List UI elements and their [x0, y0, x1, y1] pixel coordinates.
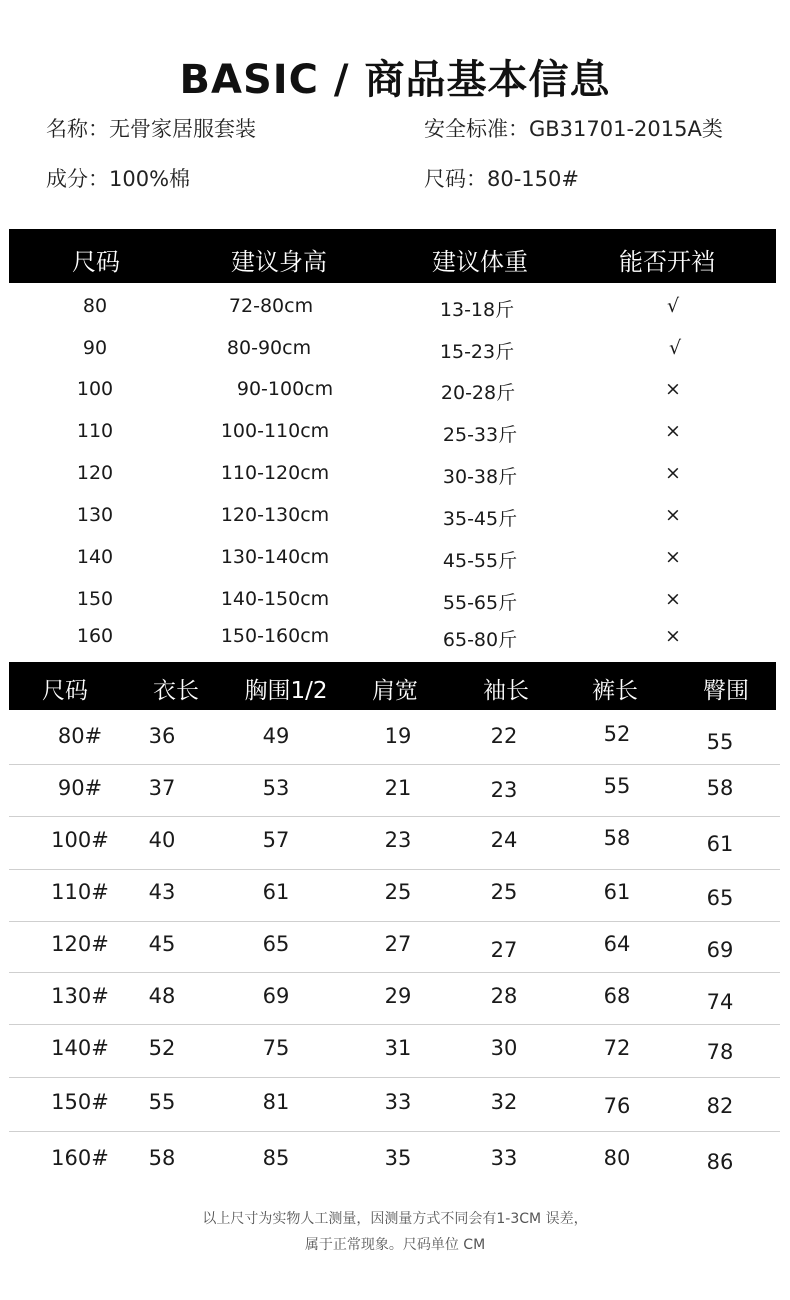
size-guide-row: [0, 462, 790, 492]
measurements-cell: 82: [706, 1094, 734, 1118]
measurements-cell: 49: [262, 724, 290, 748]
size-guide-row: [0, 420, 790, 450]
measurements-cell: 140#: [51, 1036, 109, 1060]
measurements-cell: 68: [603, 984, 631, 1008]
measurements-cell: 43: [148, 880, 176, 904]
size-guide-cell: 80-90cm: [226, 337, 312, 359]
measurements-cell: 76: [603, 1094, 631, 1118]
measurements-cell: 28: [490, 984, 518, 1008]
measurements-cell: 52: [148, 1036, 176, 1060]
size-guide-cell: 130-140cm: [220, 546, 330, 568]
size-guide-cell: 45-55斤: [442, 550, 518, 572]
measurements-row: [0, 1036, 790, 1068]
measurements-header-cell: 袖长: [483, 678, 529, 704]
crotch-opening-cell: ×: [665, 504, 681, 526]
measurements-cell: 55: [706, 730, 734, 754]
crotch-opening-cell: ×: [665, 462, 681, 484]
measurements-cell: 21: [384, 776, 412, 800]
measurements-row: [0, 776, 790, 808]
measurements-cell: 30: [490, 1036, 518, 1060]
measurements-cell: 52: [603, 722, 631, 746]
size-guide-table: [0, 283, 790, 653]
size-guide-row: [0, 504, 790, 534]
measurements-cell: 19: [384, 724, 412, 748]
measurements-cell: 35: [384, 1146, 412, 1170]
measurements-cell: 22: [490, 724, 518, 748]
measurements-cell: 80: [603, 1146, 631, 1170]
measurements-cell: 58: [706, 776, 734, 800]
measurements-header-cell: 衣长: [153, 678, 199, 704]
measurements-cell: 75: [262, 1036, 290, 1060]
measurements-cell: 58: [603, 826, 631, 850]
measurements-cell: 80#: [57, 724, 103, 748]
size-guide-cell: 30-38斤: [442, 466, 518, 488]
measurements-row: [0, 984, 790, 1016]
size-guide-cell: 25-33斤: [442, 424, 518, 446]
measurements-row: [0, 880, 790, 912]
row-divider: [9, 1077, 780, 1078]
measurements-cell: 120#: [51, 932, 109, 956]
size-guide-cell: 110-120cm: [220, 462, 330, 484]
measurements-row: [0, 932, 790, 964]
page-title: BASIC / 商品基本信息: [179, 57, 611, 103]
size-guide-cell: 150: [76, 588, 114, 610]
measurements-cell: 32: [490, 1090, 518, 1114]
measurements-cell: 65: [706, 886, 734, 910]
measurements-cell: 45: [148, 932, 176, 956]
size-guide-cell: 140: [76, 546, 114, 568]
size-guide-header: [9, 229, 776, 283]
size-guide-cell: 150-160cm: [220, 625, 330, 647]
size-guide-cell: 55-65斤: [442, 592, 518, 614]
measurements-cell: 61: [603, 880, 631, 904]
measurements-row: [0, 1090, 790, 1122]
size-guide-cell: 130: [76, 504, 114, 526]
size-guide-cell: 90: [82, 337, 108, 359]
row-divider: [9, 1024, 780, 1025]
measurements-cell: 61: [706, 832, 734, 856]
measurements-cell: 130#: [51, 984, 109, 1008]
size-guide-row: [0, 295, 790, 325]
measurements-cell: 33: [490, 1146, 518, 1170]
size-guide-cell: 15-23斤: [439, 341, 515, 363]
size-guide-row: [0, 337, 790, 367]
size-range: 尺码：80-150#: [424, 167, 579, 191]
size-guide-row: [0, 588, 790, 618]
measurements-cell: 23: [384, 828, 412, 852]
size-guide-cell: 140-150cm: [220, 588, 330, 610]
row-divider: [9, 972, 780, 973]
size-guide-cell: 35-45斤: [442, 508, 518, 530]
size-guide-row: [0, 378, 790, 408]
measurements-cell: 64: [603, 932, 631, 956]
measurements-cell: 69: [262, 984, 290, 1008]
row-divider: [9, 816, 780, 817]
product-name: 名称：无骨家居服套装: [46, 117, 256, 141]
crotch-opening-cell: √: [668, 337, 682, 359]
crotch-opening-cell: ×: [665, 588, 681, 610]
measurements-cell: 78: [706, 1040, 734, 1064]
size-guide-cell: 90-100cm: [236, 378, 334, 400]
crotch-opening-cell: ×: [665, 378, 681, 400]
measurements-cell: 27: [384, 932, 412, 956]
measurements-header: [9, 662, 776, 710]
size-guide-cell: 110: [76, 420, 114, 442]
size-guide-header-cell: 建议身高: [231, 248, 327, 276]
crotch-opening-cell: ×: [665, 420, 681, 442]
measurements-cell: 29: [384, 984, 412, 1008]
size-guide-cell: 13-18斤: [439, 299, 515, 321]
measurements-cell: 110#: [51, 880, 109, 904]
crotch-opening-cell: ×: [665, 625, 681, 647]
measurements-cell: 61: [262, 880, 290, 904]
size-guide-cell: 65-80斤: [442, 629, 518, 651]
measurements-cell: 85: [262, 1146, 290, 1170]
size-guide-header-cell: 尺码: [72, 248, 120, 276]
measurements-cell: 31: [384, 1036, 412, 1060]
measurements-cell: 65: [262, 932, 290, 956]
measurements-row: [0, 724, 790, 756]
measurements-cell: 90#: [57, 776, 103, 800]
measurements-cell: 27: [490, 938, 518, 962]
size-guide-cell: 100-110cm: [220, 420, 330, 442]
measurements-cell: 40: [148, 828, 176, 852]
measurements-cell: 33: [384, 1090, 412, 1114]
size-guide-cell: 20-28斤: [440, 382, 516, 404]
measurements-row: [0, 828, 790, 860]
measurements-cell: 55: [603, 774, 631, 798]
measurements-cell: 72: [603, 1036, 631, 1060]
row-divider: [9, 921, 780, 922]
size-guide-header-cell: 建议体重: [432, 248, 528, 276]
footnote-line-2: 属于正常现象。尺码单位 CM: [304, 1237, 486, 1253]
size-guide-row: [0, 625, 790, 655]
crotch-opening-cell: √: [666, 295, 680, 317]
measurements-cell: 81: [262, 1090, 290, 1114]
measurements-cell: 100#: [51, 828, 109, 852]
measurements-cell: 25: [490, 880, 518, 904]
measurements-cell: 36: [148, 724, 176, 748]
measurements-cell: 150#: [51, 1090, 109, 1114]
measurements-cell: 74: [706, 990, 734, 1014]
measurements-table: [0, 710, 790, 1190]
size-guide-cell: 80: [82, 295, 108, 317]
measurements-cell: 37: [148, 776, 176, 800]
measurements-cell: 25: [384, 880, 412, 904]
measurements-header-cell: 裤长: [592, 678, 638, 704]
measurements-cell: 69: [706, 938, 734, 962]
size-guide-row: [0, 546, 790, 576]
measurements-header-cell: 胸围1/2: [244, 678, 328, 704]
measurements-cell: 23: [490, 778, 518, 802]
measurements-cell: 86: [706, 1150, 734, 1174]
size-guide-header-cell: 能否开裆: [619, 248, 715, 276]
row-divider: [9, 1131, 780, 1132]
measurements-cell: 57: [262, 828, 290, 852]
safety-standard: 安全标准：GB31701-2015A类: [424, 117, 723, 141]
measurements-header-cell: 肩宽: [372, 678, 418, 704]
row-divider: [9, 764, 780, 765]
measurements-header-cell: 臀围: [703, 678, 749, 704]
measurements-cell: 160#: [51, 1146, 109, 1170]
measurements-cell: 24: [490, 828, 518, 852]
measurements-header-cell: 尺码: [42, 678, 88, 704]
size-guide-cell: 160: [76, 625, 114, 647]
product-material: 成分：100%棉: [46, 167, 191, 191]
size-guide-cell: 120-130cm: [220, 504, 330, 526]
row-divider: [9, 869, 780, 870]
crotch-opening-cell: ×: [665, 546, 681, 568]
measurements-cell: 48: [148, 984, 176, 1008]
measurements-cell: 58: [148, 1146, 176, 1170]
measurements-cell: 55: [148, 1090, 176, 1114]
size-guide-cell: 120: [76, 462, 114, 484]
measurements-row: [0, 1146, 790, 1178]
size-guide-cell: 100: [76, 378, 114, 400]
measurements-cell: 53: [262, 776, 290, 800]
size-guide-cell: 72-80cm: [228, 295, 314, 317]
footnote: [0, 1206, 790, 1258]
footnote-line-1: 以上尺寸为实物人工测量，因测量方式不同会有1-3CM 误差，: [202, 1211, 588, 1227]
